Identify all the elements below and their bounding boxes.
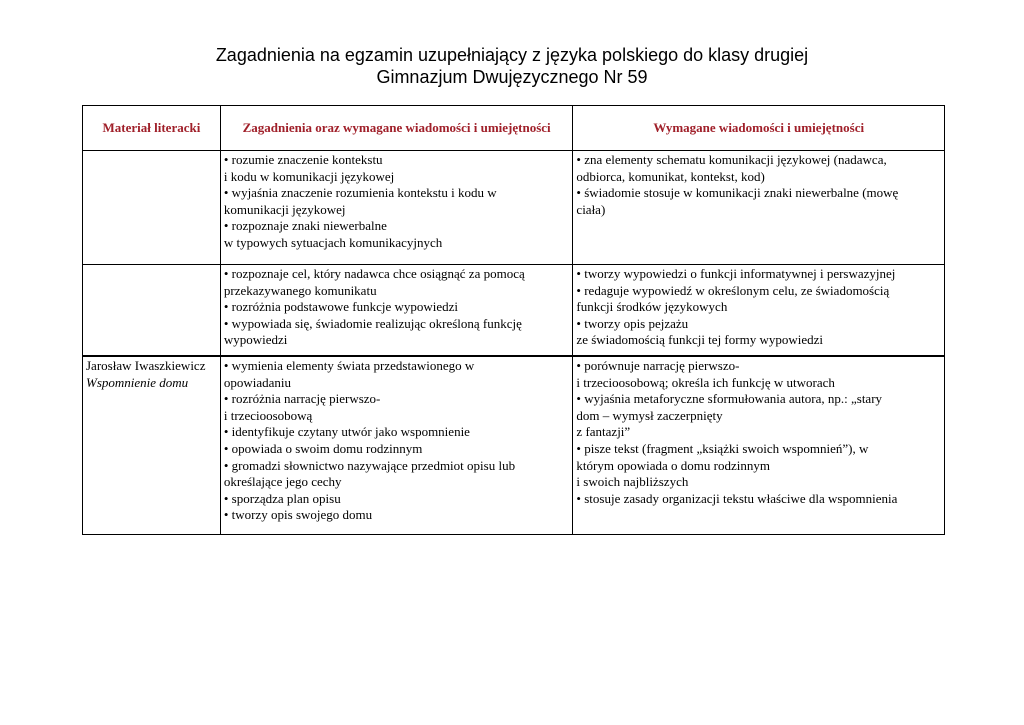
line: • zna elementy schematu komunikacji językowej (nadawca, [576, 152, 887, 167]
material-cell [83, 265, 221, 357]
line: • wyjaśnia znaczenie rozumienia kontekstu i kodu w [223, 185, 497, 201]
line: z fantazji” [576, 424, 631, 440]
line: • identyfikuje czytany utwór jako wspomnienie [223, 424, 470, 440]
line: w typowych sytuacjach komunikacyjnych [223, 234, 443, 250]
requirements-table [82, 105, 945, 535]
issues-cell [220, 151, 573, 265]
work-title: Wspomnienie domu [86, 374, 189, 390]
header-literary-material: Materiał literacki [83, 106, 221, 151]
issues-cell [220, 265, 573, 357]
author-name: Jarosław Iwaszkiewicz [86, 358, 206, 373]
line: określające jego cechy [223, 474, 342, 490]
line: i swoich najbliższych [576, 474, 689, 490]
line: • gromadzi słownictwo nazywające przedmiot opisu lub [223, 457, 516, 473]
table-row [83, 356, 945, 535]
line: odbiorca, komunikat, kontekst, kod) [576, 168, 765, 184]
line: • redaguje wypowiedź w określonym celu, ze świadomością [576, 282, 890, 298]
skills-cell [573, 151, 945, 265]
header-issues: Zagadnienia oraz wymagane wiadomości i umiejętności [220, 106, 573, 151]
table-row [83, 151, 945, 265]
skills-cell [573, 356, 945, 535]
line: • tworzy opis swojego domu [223, 507, 373, 523]
line: • rozpoznaje cel, który nadawca chce osiągnąć za pomocą [223, 266, 525, 281]
line: • porównuje narrację pierwszo- [576, 358, 740, 373]
line: • rozróżnia podstawowe funkcje wypowiedzi [223, 299, 459, 315]
line: i trzecioosobową; określa ich funkcję w utworach [576, 374, 835, 390]
line: • stosuje zasady organizacji tekstu właściwe dla wspomnienia [576, 490, 898, 506]
line: komunikacji językowej [223, 201, 346, 217]
line: • opowiada o swoim domu rodzinnym [223, 440, 423, 456]
document-title [0, 44, 1024, 88]
table-row [83, 265, 945, 357]
line: • tworzy wypowiedzi o funkcji informatywnej i perswazyjnej [576, 266, 896, 281]
line: • rozumie znaczenie kontekstu [223, 152, 383, 167]
line: • pisze tekst (fragment „książki swoich wspomnień”), w [576, 440, 869, 456]
title-line-2: Gimnazjum Dwujęzycznego Nr 59 [376, 67, 648, 87]
line: przekazywanego komunikatu [223, 282, 377, 298]
line: • świadomie stosuje w komunikacji znaki niewerbalne (mowę [576, 185, 899, 201]
line: • wyjaśnia metaforyczne sformułowania autora, np.: „stary [576, 391, 883, 407]
table-header-row [83, 106, 945, 151]
line: którym opowiada o domu rodzinnym [576, 457, 770, 473]
line: ciała) [576, 201, 606, 217]
skills-cell [573, 265, 945, 357]
line: • rozróżnia narrację pierwszo- [223, 391, 381, 407]
issues-cell [220, 356, 573, 535]
material-cell [83, 356, 221, 535]
title-line-1: Zagadnienia na egzamin uzupełniający z języka polskiego do klasy drugiej [215, 45, 809, 65]
line: • wypowiada się, świadomie realizując określoną funkcję [223, 315, 522, 331]
line: ze świadomością funkcji tej formy wypowiedzi [576, 332, 823, 348]
line: • wymienia elementy świata przedstawionego w [223, 358, 475, 373]
line: funkcji środków językowych [576, 299, 728, 315]
line: dom – wymysł zaczerpnięty [576, 407, 723, 423]
line: i kodu w komunikacji językowej [223, 168, 395, 184]
material-cell [83, 151, 221, 265]
line: wypowiedzi [223, 332, 288, 348]
header-skills: Wymagane wiadomości i umiejętności [573, 106, 945, 151]
line: • rozpoznaje znaki niewerbalne [223, 218, 387, 234]
line: opowiadaniu [223, 374, 292, 390]
line: • sporządza plan opisu [223, 490, 341, 506]
line: i trzecioosobową [223, 407, 313, 423]
line: • tworzy opis pejzażu [576, 315, 689, 331]
